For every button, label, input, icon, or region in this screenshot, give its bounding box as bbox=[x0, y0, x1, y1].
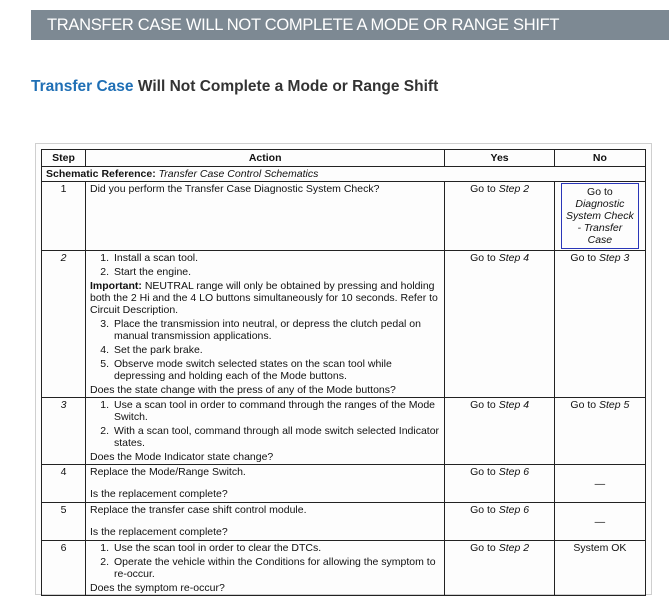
yes-step-link[interactable]: Step 4 bbox=[498, 399, 530, 411]
important-label: Important: bbox=[89, 280, 142, 292]
step-number: 3 bbox=[42, 398, 86, 465]
step-question: Does the Mode Indicator state change? bbox=[89, 451, 274, 463]
step-question: Did you perform the Transfer Case Diagnostic System Check? bbox=[89, 183, 380, 195]
yes-prefix: Go to bbox=[470, 466, 496, 478]
table-row bbox=[42, 503, 646, 541]
yes-step-link[interactable]: Step 6 bbox=[498, 504, 530, 516]
action-item: 3. Place the transmission into neutral, or depress the clutch pedal on manual transmission applications. bbox=[112, 318, 440, 342]
yes-prefix: Go to bbox=[470, 504, 496, 516]
table-header-row bbox=[42, 150, 646, 167]
action-item: 5. Observe mode switch selected states on the scan tool while depressing and holding each of the Mode buttons. bbox=[112, 358, 440, 382]
header-no: No bbox=[554, 150, 645, 167]
diagnostic-table bbox=[41, 149, 646, 596]
step-question: Is the replacement complete? bbox=[89, 526, 228, 538]
header-action: Action bbox=[85, 150, 444, 167]
no-dash: — bbox=[594, 477, 606, 490]
step-question: Is the replacement complete? bbox=[89, 488, 228, 500]
no-dash: — bbox=[594, 515, 606, 528]
table-row bbox=[42, 398, 646, 465]
step-number: 6 bbox=[42, 541, 86, 596]
action-item: 2. With a scan tool, command through all mode switch selected Indicator states. bbox=[112, 425, 440, 449]
step-number: 5 bbox=[42, 503, 86, 541]
no-step-link[interactable]: Step 5 bbox=[599, 399, 630, 411]
page-header-bar bbox=[31, 10, 669, 40]
action-item: 2. Start the engine. bbox=[112, 266, 440, 278]
yes-step-link[interactable]: Step 2 bbox=[498, 542, 530, 554]
yes-prefix: Go to bbox=[470, 252, 496, 264]
step-number: 2 bbox=[42, 251, 86, 398]
system-ok-text: System OK bbox=[573, 542, 627, 554]
important-note bbox=[90, 280, 440, 316]
diagnostic-table-image bbox=[35, 143, 652, 595]
schematic-row bbox=[42, 167, 646, 182]
action-text: Replace the Mode/Range Switch. bbox=[89, 466, 246, 478]
schematic-value: Transfer Case Control Schematics bbox=[158, 168, 319, 180]
step-question: Does the state change with the press of any of the Mode buttons? bbox=[89, 384, 396, 396]
no-prefix: Go to bbox=[570, 399, 597, 411]
yes-step-link[interactable]: Step 6 bbox=[498, 466, 530, 478]
action-item: 1. Use a scan tool in order to command through the ranges of the Mode Switch. bbox=[112, 399, 440, 423]
step-number: 4 bbox=[42, 465, 86, 503]
action-item: 2. Operate the vehicle within the Conditions for allowing the symptom to re-occur. bbox=[112, 556, 440, 580]
page-subtitle bbox=[31, 78, 438, 96]
no-prefix: Go to bbox=[570, 252, 597, 264]
action-item: 4. Set the park brake. bbox=[112, 344, 440, 356]
no-link-text: Diagnostic System Check - Transfer Case bbox=[566, 198, 634, 246]
action-item: 1. Use the scan tool in order to clear the DTCs. bbox=[112, 542, 440, 554]
action-text: Replace the transfer case shift control module. bbox=[89, 504, 307, 516]
yes-step-link[interactable]: Step 4 bbox=[498, 252, 530, 264]
yes-prefix: Go to bbox=[470, 183, 496, 195]
table-row bbox=[42, 251, 646, 398]
action-item: 1. Install a scan tool. bbox=[112, 252, 440, 264]
yes-prefix: Go to bbox=[470, 399, 496, 411]
important-text: NEUTRAL range will only be obtained by pressing and holding both the 2 Hi and the 4 LO buttons simultaneously for 10 seconds. Refer to Circuit Description. bbox=[89, 280, 438, 316]
table-row bbox=[42, 541, 646, 596]
step-number: 1 bbox=[42, 182, 86, 251]
no-prefix: Go to bbox=[587, 186, 613, 198]
header-title: TRANSFER CASE WILL NOT COMPLETE A MODE OR RANGE SHIFT bbox=[47, 16, 560, 34]
table-row bbox=[42, 182, 646, 251]
yes-prefix: Go to bbox=[470, 542, 496, 554]
transfer-case-link[interactable]: Transfer Case bbox=[31, 78, 134, 95]
header-yes: Yes bbox=[445, 150, 554, 167]
yes-step-link[interactable]: Step 2 bbox=[498, 183, 530, 195]
schematic-label: Schematic Reference: bbox=[46, 168, 156, 180]
header-step: Step bbox=[42, 150, 86, 167]
subtitle-text: Will Not Complete a Mode or Range Shift bbox=[137, 78, 439, 95]
step-question: Does the symptom re-occur? bbox=[89, 582, 225, 594]
diagnostic-system-check-link[interactable] bbox=[561, 183, 639, 249]
table-row bbox=[42, 465, 646, 503]
no-step-link[interactable]: Step 3 bbox=[599, 252, 630, 264]
